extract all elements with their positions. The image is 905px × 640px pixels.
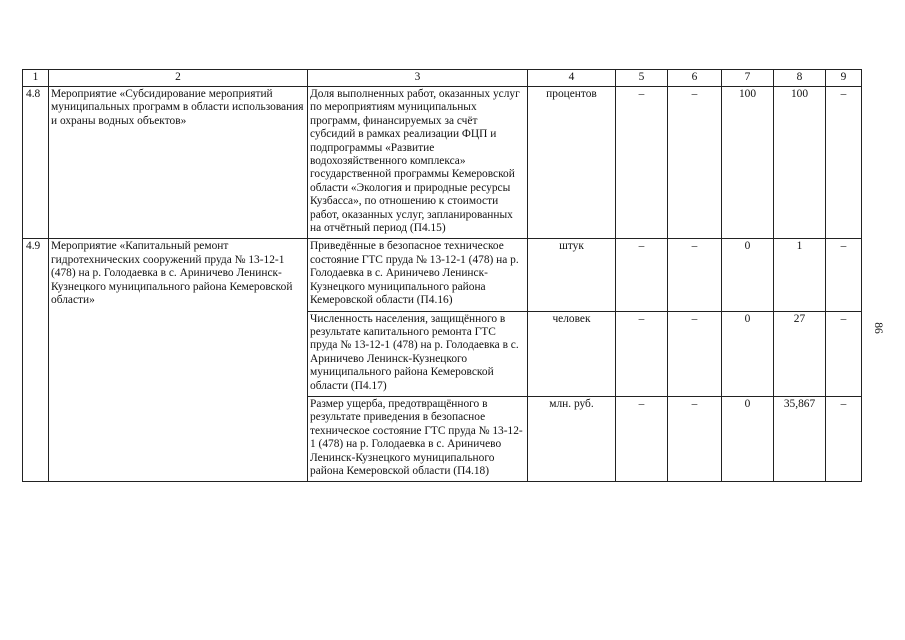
header-cell: 4: [528, 70, 616, 87]
indicator-text: Приведённые в безопасное техническое состояние ГТС пруда № 13-12-1 (478) на р. Голодаевка в с. Ариничево Ленинск-Кузнецкого муниципального района Кемеровской области (П4.16): [308, 239, 528, 311]
value-cell: 0: [722, 311, 774, 396]
value-cell: –: [668, 239, 722, 311]
event-name: Мероприятие «Капитальный ремонт гидротехнических сооружений пруда № 13-12-1 (478) на р. Голодаевка в с. Ариничево Ленинск-Кузнецкого муниципального района Кемеровской области»: [49, 239, 308, 482]
header-cell: 6: [668, 70, 722, 87]
value-cell: –: [826, 311, 862, 396]
header-cell: 7: [722, 70, 774, 87]
value-cell: 0: [722, 239, 774, 311]
value-cell: 1: [774, 239, 826, 311]
value-cell: 100: [722, 87, 774, 239]
event-name: Мероприятие «Субсидирование мероприятий муниципальных программ в области использования и охраны водных объектов»: [49, 87, 308, 239]
value-cell: –: [826, 239, 862, 311]
indicators-table: [22, 69, 862, 482]
value-cell: 0: [722, 396, 774, 481]
value-cell: –: [668, 311, 722, 396]
unit-cell: процентов: [528, 87, 616, 239]
value-cell: –: [616, 239, 668, 311]
page-number: 86: [871, 322, 884, 334]
row-number: 4.8: [23, 87, 49, 239]
value-cell: 35,867: [774, 396, 826, 481]
header-cell: 2: [49, 70, 308, 87]
unit-cell: млн. руб.: [528, 396, 616, 481]
header-cell: 9: [826, 70, 862, 87]
header-cell: 8: [774, 70, 826, 87]
value-cell: –: [668, 87, 722, 239]
value-cell: –: [616, 396, 668, 481]
row-number: 4.9: [23, 239, 49, 482]
header-cell: 5: [616, 70, 668, 87]
value-cell: –: [826, 87, 862, 239]
header-cell: 1: [23, 70, 49, 87]
header-cell: 3: [308, 70, 528, 87]
indicator-text: Численность населения, защищённого в результате капитального ремонта ГТС пруда № 13-12-1 (478) на р. Голодаевка в с. Ариничево Ленинск-Кузнецкого муниципального района Кемеровской области (П4.17): [308, 311, 528, 396]
indicator-text: Размер ущерба, предотвращённого в результате приведения в безопасное техническое состояние ГТС пруда № 13-12-1 (478) на р. Голодаевка в с. Ариничево Ленинск-Кузнецкого муниципального района Кемеровской области (П4.18): [308, 396, 528, 481]
value-cell: 27: [774, 311, 826, 396]
table-header-row: [23, 70, 862, 87]
value-cell: –: [668, 396, 722, 481]
value-cell: –: [616, 311, 668, 396]
table-row: [23, 239, 862, 311]
value-cell: –: [826, 396, 862, 481]
value-cell: 100: [774, 87, 826, 239]
unit-cell: человек: [528, 311, 616, 396]
unit-cell: штук: [528, 239, 616, 311]
value-cell: –: [616, 87, 668, 239]
table-row: [23, 87, 862, 239]
indicator-text: Доля выполненных работ, оказанных услуг по мероприятиям муниципальных программ, финансируемых за счёт субсидий в рамках реализации ФЦП и подпрограммы «Развитие водохозяйственного комплекса» государственной программы Кемеровской области «Экология и природные ресурсы Кузбасса», по отношению к стоимости работ, оказанных услуг, запланированных на отчётный период (П4.15): [308, 87, 528, 239]
